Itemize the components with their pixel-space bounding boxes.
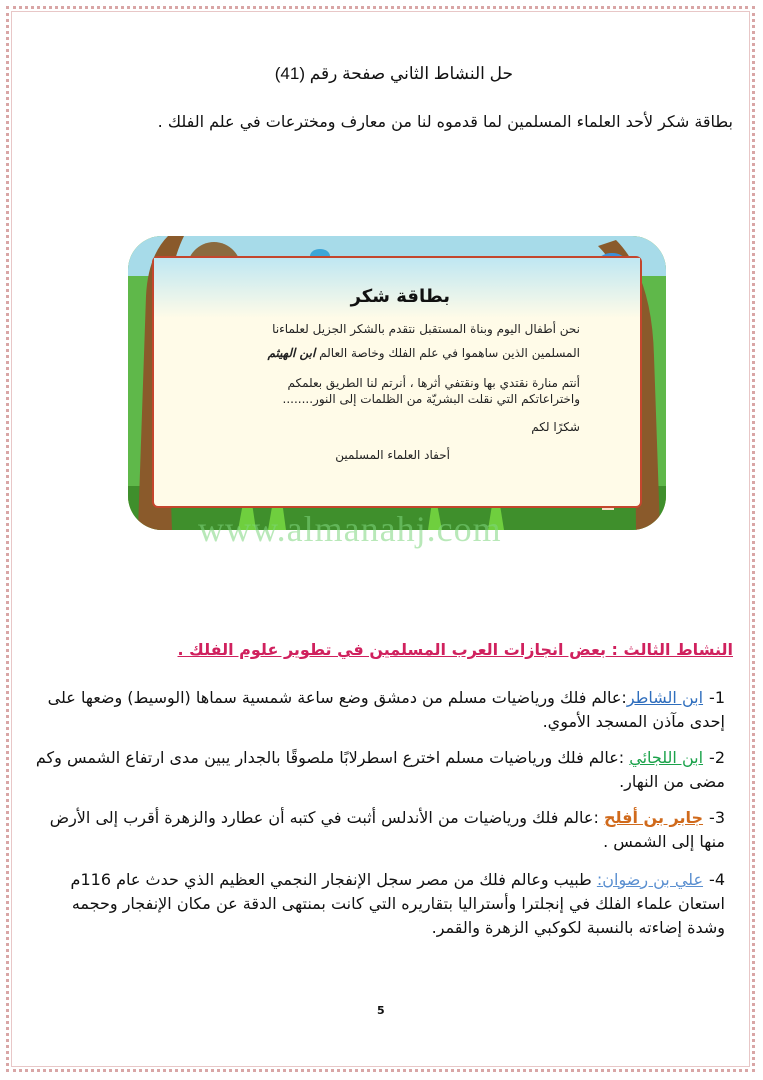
card-line-4: واختراعاتكم التي نقلت البشريّة من الظلمات إلى النور........ <box>282 392 580 406</box>
card-line-5: شكرًا لكم <box>531 420 580 434</box>
item-text: :عالم فلك ورياضيات من الأندلس أثبت في كتبه أن عطارد والزهرة أقرب إلى الأرض منها إلى الشمس . <box>49 808 725 851</box>
list-item <box>35 868 725 940</box>
scholar-name: جابر بن أفلح <box>603 808 704 827</box>
page-heading: حل النشاط الثاني صفحة رقم (41) <box>274 64 513 83</box>
item-text: :عالم فلك ورياضيات مسلم من دمشق وضع ساعة شمسية سماها (الوسيط) وضعها على إحدى مآذن المسجد الأموي. <box>47 688 725 731</box>
card-line-2 <box>200 346 580 361</box>
card-signature: أحفاد العلماء المسلمين <box>335 448 450 462</box>
page-number: 5 <box>377 1004 385 1017</box>
item-text: طبيب وعالم فلك من مصر سجل الإنفجار النجمي العظيم الذي حدث عام 116م استعان علماء الفلك في إنجلترا وأستراليا بتقاريره التي كانت بمنتهى الدقة عن مكان الإنفجار وحجمه وشدة إضاءته بالنسبة لكوكبي الزهرة والقمر. <box>70 870 725 937</box>
scholar-name: ابن اللجائي <box>629 748 704 767</box>
item-number: 2- <box>709 748 725 767</box>
scholar-name: ابن الشاطر <box>626 688 704 707</box>
list-item <box>35 806 725 854</box>
list-item <box>35 746 725 794</box>
card-scholar-name: ابن الهيثم <box>267 346 316 360</box>
card-line-1: نحن أطفال اليوم وبناة المستقبل نتقدم بالشكر الجزيل لعلماءنا <box>272 322 580 336</box>
item-number: 1- <box>709 688 725 707</box>
activity3-title: النشاط الثالث : بعض انجازات العرب المسلمين في تطوير علوم الفلك . <box>177 640 733 659</box>
item-number: 3- <box>709 808 725 827</box>
item-number: 4- <box>709 870 725 889</box>
activity-instruction: بطاقة شكر لأحد العلماء المسلمين لما قدموه لنا من معارف ومخترعات في علم الفلك . <box>157 112 733 131</box>
thank-you-card <box>128 236 666 530</box>
item-text: :عالم فلك ورياضيات مسلم اخترع اسطرلابًا ملصوقًا بالجدار يبين مدى ارتفاع الشمس وكم مضى من النهار. <box>35 748 725 791</box>
watermark-url: www.almanahj.com <box>198 509 502 549</box>
card-line-3: أنتم منارة نقتدي بها ونقتفي أثرها ، أنرتم لنا الطريق بعلمكم <box>287 376 580 390</box>
card-title: بطاقة شكر <box>350 286 450 307</box>
list-item <box>35 686 725 734</box>
card-line-2-text: المسلمين الذين ساهموا في علم الفلك وخاصة العالم <box>319 346 580 360</box>
scholar-name: علي بن رضوان: <box>596 870 704 889</box>
